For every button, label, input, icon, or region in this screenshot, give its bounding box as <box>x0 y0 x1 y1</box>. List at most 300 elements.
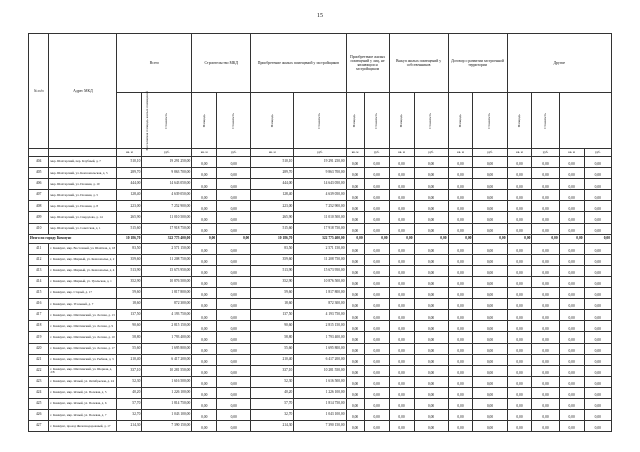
row-zero-cost: 0,00 <box>473 332 507 343</box>
row-zero-area: 0,00 <box>559 387 584 398</box>
row-zero-cost: 0,00 <box>584 421 611 432</box>
row-developer-area: 40,20 <box>251 387 294 398</box>
row-zero-cost: 0,00 <box>364 421 389 432</box>
row-zero-area: 0,00 <box>559 243 584 254</box>
row-developer-cost: 10 876 500,00 <box>294 276 346 287</box>
row-zero-area: 0,00 <box>346 321 364 332</box>
table-row <box>29 299 612 310</box>
row-construction-area: 0,00 <box>192 332 217 343</box>
row-zero-cost: 0,00 <box>414 223 448 234</box>
row-address: г. Коммунс, мкр. Шахтинский, ул. Лесная, д. 17 <box>49 343 117 354</box>
row-zero-cost: 0,00 <box>364 343 389 354</box>
row-developer-area: 59,60 <box>251 288 294 299</box>
row-zero-cost: 0,00 <box>532 343 559 354</box>
row-total-cost: 15 673 950,00 <box>142 265 192 276</box>
table-row <box>29 321 612 332</box>
row-zero-cost: 0,00 <box>473 223 507 234</box>
row-zero-cost: 0,00 <box>364 321 389 332</box>
row-total-cost: 7 252 900,00 <box>142 201 192 212</box>
row-zero-area: 0,00 <box>507 288 532 299</box>
header-development-contract: Договор о развитии застроенной территории <box>448 34 507 93</box>
row-zero-area: 0,00 <box>507 243 532 254</box>
row-zero-cost: 0,00 <box>532 288 559 299</box>
row-zero-cost: 0,00 <box>532 354 559 365</box>
row-total-cost: 17 918 750,00 <box>142 223 192 234</box>
row-construction-cost: 0,00 <box>217 387 251 398</box>
row-zero-area: 0,00 <box>448 354 473 365</box>
row-zero-area: 0,00 <box>507 265 532 276</box>
header-total: Всего <box>117 34 192 93</box>
row-zero-area: 0,00 <box>448 243 473 254</box>
row-developer-area: 444,00 <box>251 179 294 190</box>
row-zero-area: 0,00 <box>389 398 414 409</box>
row-developer-cost: 7 252 900,00 <box>294 201 346 212</box>
row-zero-area: 0,00 <box>346 299 364 310</box>
row-zero-area: 0,00 <box>346 179 364 190</box>
row-zero-area: 0,00 <box>389 201 414 212</box>
row-zero-area: 0,00 <box>559 310 584 321</box>
row-construction-cost: 0,00 <box>217 276 251 287</box>
row-total-cost: 11 208 750,00 <box>142 254 192 265</box>
row-zero-cost: 0,00 <box>473 276 507 287</box>
table-row <box>29 310 612 321</box>
row-zero-area: 0,00 <box>448 190 473 201</box>
row-zero-area: 0,00 <box>448 332 473 343</box>
row-developer-area: 57,70 <box>251 398 294 409</box>
row-developer-cost: 4 639 050,00 <box>294 190 346 201</box>
row-zero-area: 0,00 <box>559 376 584 387</box>
row-total-area: 52,30 <box>117 376 142 387</box>
row-construction-cost: 0,00 <box>217 265 251 276</box>
row-number: 417 <box>29 310 49 321</box>
row-developer-area: 337,10 <box>251 365 294 376</box>
row-zero-cost: 0,00 <box>584 190 611 201</box>
row-zero-area: 0,00 <box>346 288 364 299</box>
row-number: 405 <box>29 168 49 179</box>
total-row <box>29 234 612 243</box>
row-zero-cost: 0,00 <box>532 410 559 421</box>
header-purchase-nondevelopers: Приобретение жилых помещений у лиц, не являющихся застройщиком <box>346 34 389 93</box>
row-zero-area: 0,00 <box>346 354 364 365</box>
total-developer-area: 10 186,70 <box>251 234 294 243</box>
row-total-cost: 19 291 250,00 <box>142 157 192 168</box>
row-developer-area: 289,70 <box>251 168 294 179</box>
row-total-area: 32,70 <box>117 410 142 421</box>
row-zero-area: 0,00 <box>346 376 364 387</box>
row-number: 424 <box>29 387 49 398</box>
row-total-area: 40,20 <box>117 387 142 398</box>
row-zero-area: 0,00 <box>507 376 532 387</box>
row-zero-area: 0,00 <box>507 299 532 310</box>
row-zero-area: 0,00 <box>559 168 584 179</box>
row-construction-area: 0,00 <box>192 299 217 310</box>
table-row <box>29 376 612 387</box>
table-row <box>29 190 612 201</box>
row-zero-cost: 0,00 <box>414 212 448 223</box>
row-total-cost: 2 815 150,00 <box>142 321 192 332</box>
total-zero-cost: 0,00 <box>473 234 507 243</box>
row-zero-cost: 0,00 <box>532 201 559 212</box>
subheader-area: Площадь <box>269 113 274 128</box>
row-construction-area: 0,00 <box>192 179 217 190</box>
row-developer-area: 359,60 <box>251 254 294 265</box>
row-zero-cost: 0,00 <box>473 168 507 179</box>
row-developer-cost: 2 571 150,00 <box>294 243 346 254</box>
row-zero-cost: 0,00 <box>364 212 389 223</box>
row-number: 407 <box>29 190 49 201</box>
row-zero-area: 0,00 <box>448 223 473 234</box>
row-address: г. Коммунс, проезд Железнодорожный, д. 17 <box>49 421 117 432</box>
row-construction-area: 0,00 <box>192 288 217 299</box>
row-zero-area: 0,00 <box>346 157 364 168</box>
row-zero-cost: 0,00 <box>364 387 389 398</box>
row-developer-cost: 4 193 750,00 <box>294 310 346 321</box>
total-area: 10 186,70 <box>117 234 142 243</box>
row-address: г. Коммунс, мкр. Мирный, ул. Комсомолья, д. 4 <box>49 265 117 276</box>
row-construction-cost: 0,00 <box>217 243 251 254</box>
row-zero-area: 0,00 <box>507 387 532 398</box>
row-construction-area: 0,00 <box>192 410 217 421</box>
row-zero-cost: 0,00 <box>584 299 611 310</box>
row-construction-cost: 0,00 <box>217 421 251 432</box>
row-number: 421 <box>29 354 49 365</box>
row-zero-cost: 0,00 <box>364 332 389 343</box>
row-developer-cost: 1 695 800,00 <box>294 343 346 354</box>
row-number: 412 <box>29 254 49 265</box>
row-address: г. Коммунс, мкр. Ясный, ул. Полевая, д. 5 <box>49 387 117 398</box>
row-address: г. Коммунс, мкр. Старый, д. 17 <box>49 288 117 299</box>
row-zero-area: 0,00 <box>559 190 584 201</box>
row-zero-cost: 0,00 <box>584 288 611 299</box>
row-zero-cost: 0,00 <box>414 343 448 354</box>
table-row <box>29 243 612 254</box>
row-address: г. Коммунс, мкр. Шахтинский, ул. Лесная, д. 9 <box>49 321 117 332</box>
row-zero-area: 0,00 <box>559 254 584 265</box>
row-construction-area: 0,00 <box>192 376 217 387</box>
row-total-cost: 6 417 200,00 <box>142 354 192 365</box>
row-zero-area: 0,00 <box>507 276 532 287</box>
row-zero-cost: 0,00 <box>473 179 507 190</box>
row-zero-area: 0,00 <box>559 354 584 365</box>
row-address: г. Коммунс, мкр. Ясный, ул. Октябрьская, д. 24 <box>49 376 117 387</box>
row-zero-area: 0,00 <box>559 398 584 409</box>
row-number: 410 <box>29 223 49 234</box>
table-row <box>29 421 612 432</box>
row-zero-area: 0,00 <box>448 157 473 168</box>
row-total-cost: 1 043 100,00 <box>142 410 192 421</box>
row-zero-cost: 0,00 <box>473 288 507 299</box>
row-total-area: 510,10 <box>117 157 142 168</box>
row-construction-area: 0,00 <box>192 310 217 321</box>
row-zero-area: 0,00 <box>346 276 364 287</box>
row-zero-cost: 0,00 <box>532 190 559 201</box>
row-developer-area: 52,30 <box>251 376 294 387</box>
row-zero-area: 0,00 <box>507 179 532 190</box>
table-row <box>29 398 612 409</box>
row-zero-cost: 0,00 <box>414 421 448 432</box>
row-total-cost: 1 817 800,00 <box>142 288 192 299</box>
table-row <box>29 212 612 223</box>
row-zero-cost: 0,00 <box>414 387 448 398</box>
row-zero-area: 0,00 <box>346 332 364 343</box>
row-zero-area: 0,00 <box>389 376 414 387</box>
row-construction-area: 0,00 <box>192 243 217 254</box>
resettlement-table <box>28 33 612 432</box>
row-address: г. Коммунс, мкр. Восточный, ул. Шахтная, д. 18 <box>49 243 117 254</box>
row-total-cost: 11 010 500,00 <box>142 212 192 223</box>
row-zero-area: 0,00 <box>559 212 584 223</box>
row-address: мкр. Шахтерский, ул. Полевая, д. 8 <box>49 201 117 212</box>
row-zero-area: 0,00 <box>389 168 414 179</box>
page-number: 15 <box>317 13 323 19</box>
row-construction-cost: 0,00 <box>217 168 251 179</box>
row-address: г. Коммунс, мкр. Мирный, ул. Уральская, д. 1 <box>49 276 117 287</box>
row-total-cost: 9 863 700,00 <box>142 168 192 179</box>
row-zero-area: 0,00 <box>448 376 473 387</box>
row-total-area: 289,70 <box>117 168 142 179</box>
row-construction-area: 0,00 <box>192 276 217 287</box>
total-construction-area: 0,00 <box>192 234 217 243</box>
row-zero-cost: 0,00 <box>532 179 559 190</box>
row-zero-cost: 0,00 <box>473 387 507 398</box>
row-zero-cost: 0,00 <box>364 299 389 310</box>
row-zero-area: 0,00 <box>346 243 364 254</box>
row-total-cost: 10 281 550,00 <box>142 365 192 376</box>
row-zero-area: 0,00 <box>448 254 473 265</box>
row-total-cost: 1 616 500,00 <box>142 376 192 387</box>
row-zero-cost: 0,00 <box>414 265 448 276</box>
row-zero-cost: 0,00 <box>584 310 611 321</box>
row-zero-area: 0,00 <box>448 387 473 398</box>
row-zero-area: 0,00 <box>507 190 532 201</box>
row-construction-area: 0,00 <box>192 223 217 234</box>
row-zero-cost: 0,00 <box>532 254 559 265</box>
row-zero-area: 0,00 <box>448 310 473 321</box>
row-zero-cost: 0,00 <box>364 190 389 201</box>
row-zero-area: 0,00 <box>346 421 364 432</box>
row-zero-area: 0,00 <box>448 321 473 332</box>
total-zero-cost: 0,00 <box>364 234 389 243</box>
total-zero-area: 0,00 <box>507 234 532 243</box>
row-zero-cost: 0,00 <box>473 243 507 254</box>
row-zero-cost: 0,00 <box>364 168 389 179</box>
row-number: 426 <box>29 410 49 421</box>
subheader-area: Площадь <box>201 113 206 128</box>
row-zero-cost: 0,00 <box>364 201 389 212</box>
row-construction-area: 0,00 <box>192 254 217 265</box>
row-zero-cost: 0,00 <box>532 387 559 398</box>
row-total-area: 59,60 <box>117 288 142 299</box>
unit-rub: руб. <box>584 149 611 157</box>
row-zero-area: 0,00 <box>389 212 414 223</box>
row-zero-area: 0,00 <box>448 398 473 409</box>
row-number: 423 <box>29 376 49 387</box>
row-zero-cost: 0,00 <box>584 410 611 421</box>
row-developer-area: 32,70 <box>251 410 294 421</box>
row-zero-area: 0,00 <box>507 168 532 179</box>
row-zero-cost: 0,00 <box>414 321 448 332</box>
unit-m2: кв. м <box>117 149 142 157</box>
row-zero-cost: 0,00 <box>364 410 389 421</box>
row-zero-cost: 0,00 <box>364 365 389 376</box>
total-zero-area: 0,00 <box>559 234 584 243</box>
unit-blank <box>49 149 117 157</box>
row-construction-cost: 0,00 <box>217 365 251 376</box>
row-zero-area: 0,00 <box>507 410 532 421</box>
row-address: мкр. Шахтерский, ул. Полевая, д. 5 <box>49 190 117 201</box>
row-total-cost: 872 300,00 <box>142 299 192 310</box>
row-zero-cost: 0,00 <box>584 343 611 354</box>
row-zero-area: 0,00 <box>559 201 584 212</box>
table-row <box>29 354 612 365</box>
row-zero-area: 0,00 <box>389 321 414 332</box>
row-zero-area: 0,00 <box>507 310 532 321</box>
row-construction-area: 0,00 <box>192 212 217 223</box>
row-zero-area: 0,00 <box>448 212 473 223</box>
row-zero-cost: 0,00 <box>584 398 611 409</box>
row-construction-area: 0,00 <box>192 157 217 168</box>
row-zero-area: 0,00 <box>346 254 364 265</box>
row-zero-cost: 0,00 <box>414 243 448 254</box>
row-number: 419 <box>29 332 49 343</box>
row-construction-cost: 0,00 <box>217 398 251 409</box>
row-address: г. Коммунс, мкр. Шахтинский, ул. Лесная, д. 10 <box>49 332 117 343</box>
row-zero-area: 0,00 <box>346 190 364 201</box>
row-construction-area: 0,00 <box>192 201 217 212</box>
subheader-cost: Стоимость <box>373 112 378 129</box>
row-zero-cost: 0,00 <box>473 212 507 223</box>
row-zero-cost: 0,00 <box>473 398 507 409</box>
row-developer-area: 210,40 <box>251 354 294 365</box>
row-zero-area: 0,00 <box>559 410 584 421</box>
row-number: 413 <box>29 265 49 276</box>
row-zero-area: 0,00 <box>507 365 532 376</box>
row-zero-cost: 0,00 <box>414 254 448 265</box>
row-zero-cost: 0,00 <box>584 179 611 190</box>
row-total-cost: 2 571 150,00 <box>142 243 192 254</box>
row-zero-cost: 0,00 <box>364 157 389 168</box>
row-zero-cost: 0,00 <box>364 398 389 409</box>
row-number: 427 <box>29 421 49 432</box>
row-zero-area: 0,00 <box>448 288 473 299</box>
row-zero-cost: 0,00 <box>584 157 611 168</box>
header-construction: Строительство МКД <box>192 34 251 93</box>
row-total-area: 352,90 <box>117 276 142 287</box>
row-zero-area: 0,00 <box>507 332 532 343</box>
subheader-area: Площадь <box>457 113 462 128</box>
unit-m2: кв. м <box>192 149 217 157</box>
row-number: 415 <box>29 288 49 299</box>
row-number: 418 <box>29 321 49 332</box>
row-zero-cost: 0,00 <box>584 265 611 276</box>
row-zero-cost: 0,00 <box>414 190 448 201</box>
row-zero-cost: 0,00 <box>414 299 448 310</box>
total-zero-cost: 0,00 <box>414 234 448 243</box>
row-number: 406 <box>29 179 49 190</box>
row-number: 411 <box>29 243 49 254</box>
row-zero-cost: 0,00 <box>532 223 559 234</box>
table-row <box>29 265 612 276</box>
unit-rub: руб. <box>532 149 559 157</box>
row-zero-cost: 0,00 <box>414 157 448 168</box>
row-zero-area: 0,00 <box>559 157 584 168</box>
row-construction-cost: 0,00 <box>217 410 251 421</box>
row-zero-area: 0,00 <box>346 410 364 421</box>
row-construction-cost: 0,00 <box>217 190 251 201</box>
row-total-area: 128,40 <box>117 190 142 201</box>
row-zero-area: 0,00 <box>507 212 532 223</box>
subheader-cost: Стоимость <box>428 112 433 129</box>
table-row <box>29 201 612 212</box>
header-address: Адрес МКД <box>49 34 117 149</box>
row-zero-area: 0,00 <box>346 201 364 212</box>
row-zero-area: 0,00 <box>559 223 584 234</box>
row-developer-cost: 19 291 250,00 <box>294 157 346 168</box>
row-zero-area: 0,00 <box>389 410 414 421</box>
subheader-cost: Стоимость <box>542 112 547 129</box>
unit-m2: кв. м <box>389 149 414 157</box>
row-total-area: 55,60 <box>117 343 142 354</box>
subheader-area: Площадь <box>352 113 357 128</box>
row-zero-area: 0,00 <box>507 223 532 234</box>
row-developer-cost: 1 817 800,00 <box>294 288 346 299</box>
row-developer-area: 352,90 <box>251 276 294 287</box>
row-developer-cost: 2 815 150,00 <box>294 321 346 332</box>
row-zero-cost: 0,00 <box>364 276 389 287</box>
row-construction-cost: 0,00 <box>217 201 251 212</box>
row-developer-area: 83,50 <box>251 243 294 254</box>
row-zero-cost: 0,00 <box>532 243 559 254</box>
row-construction-cost: 0,00 <box>217 299 251 310</box>
row-zero-area: 0,00 <box>507 354 532 365</box>
row-address: г. Коммунс, мкр. Шахтинский, ул. Лесная, д. 13 <box>49 310 117 321</box>
row-total-area: 223,00 <box>117 201 142 212</box>
row-construction-cost: 0,00 <box>217 254 251 265</box>
unit-rub: руб. <box>414 149 448 157</box>
row-zero-area: 0,00 <box>389 299 414 310</box>
row-developer-area: 128,40 <box>251 190 294 201</box>
row-zero-area: 0,00 <box>507 201 532 212</box>
row-total-area: 265,90 <box>117 212 142 223</box>
subheader-cost: Стоимость <box>230 112 235 129</box>
row-zero-cost: 0,00 <box>414 276 448 287</box>
row-zero-area: 0,00 <box>559 179 584 190</box>
subheader-area-settled: Расселяемая площадь жилых помещений <box>145 90 150 151</box>
row-construction-cost: 0,00 <box>217 212 251 223</box>
row-zero-area: 0,00 <box>389 179 414 190</box>
row-total-cost: 1 793 400,00 <box>142 332 192 343</box>
row-construction-cost: 0,00 <box>217 354 251 365</box>
row-zero-cost: 0,00 <box>532 321 559 332</box>
row-construction-cost: 0,00 <box>217 321 251 332</box>
row-zero-area: 0,00 <box>507 343 532 354</box>
row-developer-area: 265,90 <box>251 212 294 223</box>
row-total-cost: 14 643 050,00 <box>142 179 192 190</box>
unit-rub: руб. <box>217 149 251 157</box>
row-developer-cost: 1 814 750,00 <box>294 398 346 409</box>
row-total-area: 137,50 <box>117 310 142 321</box>
row-zero-cost: 0,00 <box>584 276 611 287</box>
row-zero-area: 0,00 <box>346 343 364 354</box>
table-row <box>29 254 612 265</box>
total-zero-cost: 0,00 <box>532 234 559 243</box>
row-zero-area: 0,00 <box>389 157 414 168</box>
subheader-cost: Стоимость <box>317 112 322 129</box>
row-construction-cost: 0,00 <box>217 310 251 321</box>
row-zero-cost: 0,00 <box>364 288 389 299</box>
table-row <box>29 157 612 168</box>
row-zero-cost: 0,00 <box>584 243 611 254</box>
